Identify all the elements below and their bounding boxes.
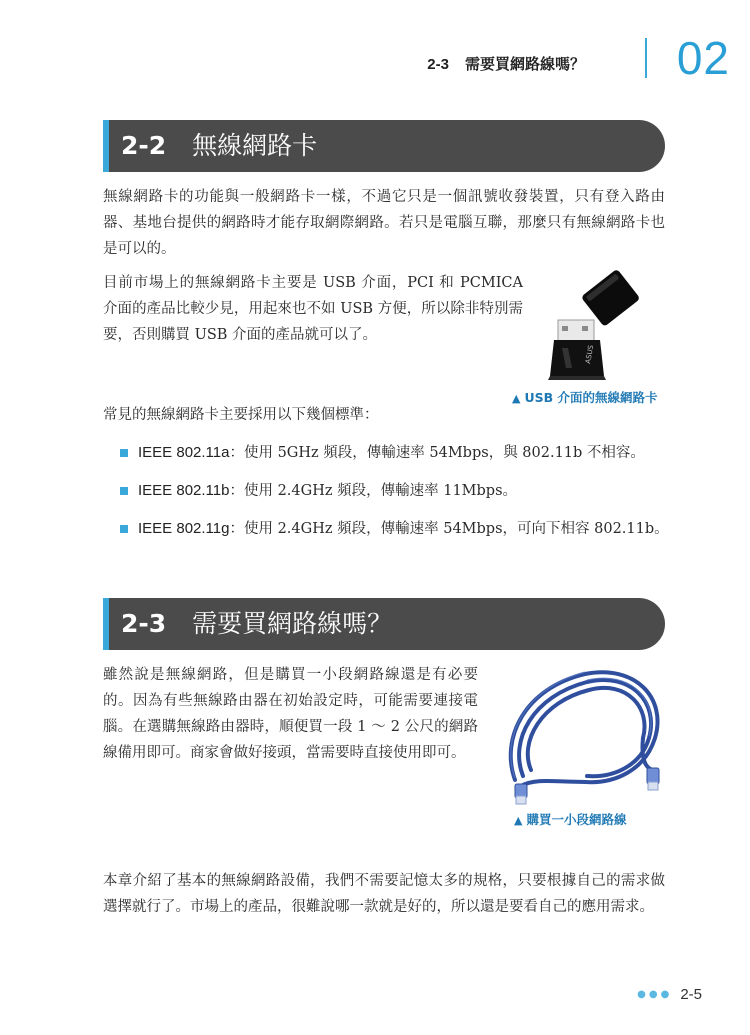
- section-2-3-paragraph-2: 本章介紹了基本的無線網路設備，我們不需要記憶太多的規格，只要根據自己的需求做選擇就行了。市場上的產品，很難說哪一款就是好的，所以還是要看自己的應用需求。: [103, 873, 665, 915]
- running-header-section-title: 需要買網路線嗎？: [464, 56, 585, 73]
- page-number: 2-5: [680, 986, 702, 1003]
- running-header-section: [427, 53, 585, 74]
- section-heading-title: [121, 120, 317, 172]
- caption-triangle-icon: ▲: [512, 392, 521, 405]
- section-2-2-title: 無線網路卡: [192, 131, 318, 160]
- section-2-3-heading: [103, 598, 665, 650]
- cable-caption: [514, 810, 626, 828]
- running-header: [10, 32, 730, 84]
- section-2-2-paragraph-2: 目前市場上的無線網路卡主要是 USB 介面，PCI 和 PCMICA 介面的產品比較少見，用起來也不如 USB 方便，所以除非特別需要，否則購買 USB 介面的產品就可以了。: [103, 275, 523, 343]
- svg-text:ASUS: ASUS: [584, 344, 596, 365]
- standards-list: [120, 440, 680, 554]
- network-cable-image: [495, 658, 670, 806]
- usb-wireless-adapter-image: [540, 268, 665, 386]
- section-2-2-paragraph-1: 無線網路卡的功能與一般網路卡一樣，不過它只是一個訊號收發裝置，只有登入路由器、基地台提供的網路時才能存取網際網路。若只是電腦互聯，那麼只有無線網路卡也是可以的。: [103, 189, 665, 257]
- section-2-3-paragraph-1: 雖然說是無線網路，但是購買一小段網路線還是有必要的。因為有些無線路由器在初始設定時，可能需要連接電腦。在選購無線路由器時，順便買一段 1 ～ 2 公尺的網路線備用即可。商家會做好接頭，當需要時直接使用即可。: [103, 667, 478, 761]
- standard-description: ：使用 2.4GHz 頻段，傳輸速率 54Mbps，可向下相容 802.11b。: [229, 521, 669, 537]
- standard-description: ：使用 2.4GHz 頻段，傳輸速率 11Mbps。: [229, 483, 518, 499]
- standard-name: IEEE 802.11g: [138, 520, 230, 537]
- usb-adapter-caption-text: USB 介面的無線網路卡: [524, 390, 658, 405]
- list-item: [120, 440, 680, 478]
- running-header-section-number: 2-3: [427, 56, 449, 73]
- usb-adapter-caption: [512, 388, 658, 406]
- standard-description: ：使用 5GHz 頻段，傳輸速率 54Mbps，與 802.11b 不相容。: [229, 445, 645, 461]
- standard-name: IEEE 802.11a: [138, 444, 230, 461]
- standard-name: IEEE 802.11b: [138, 482, 230, 499]
- section-heading-accent: [103, 598, 109, 650]
- section-2-3-number: 2-3: [121, 609, 167, 638]
- section-2-3-title: 需要買網路線嗎？: [192, 609, 393, 638]
- section-heading-accent: [103, 120, 109, 172]
- bullet-square-icon: [120, 487, 128, 495]
- section-2-2-number: 2-2: [121, 131, 167, 160]
- list-item: [120, 478, 680, 516]
- section-2-2-heading: [103, 120, 665, 172]
- section-heading-title: [121, 598, 392, 650]
- bullet-square-icon: [120, 525, 128, 533]
- standards-intro: 常見的無線網路卡主要採用以下幾個標準：: [103, 407, 379, 423]
- caption-triangle-icon: ▲: [514, 814, 523, 827]
- bullet-square-icon: [120, 449, 128, 457]
- running-header-divider: [645, 38, 647, 78]
- list-item: [120, 516, 680, 554]
- chapter-number: 02: [676, 32, 730, 84]
- footer-dots-icon: ●●●: [637, 989, 673, 1000]
- cable-caption-text: 購買一小段網路線: [526, 812, 627, 827]
- page-footer: [637, 984, 702, 1003]
